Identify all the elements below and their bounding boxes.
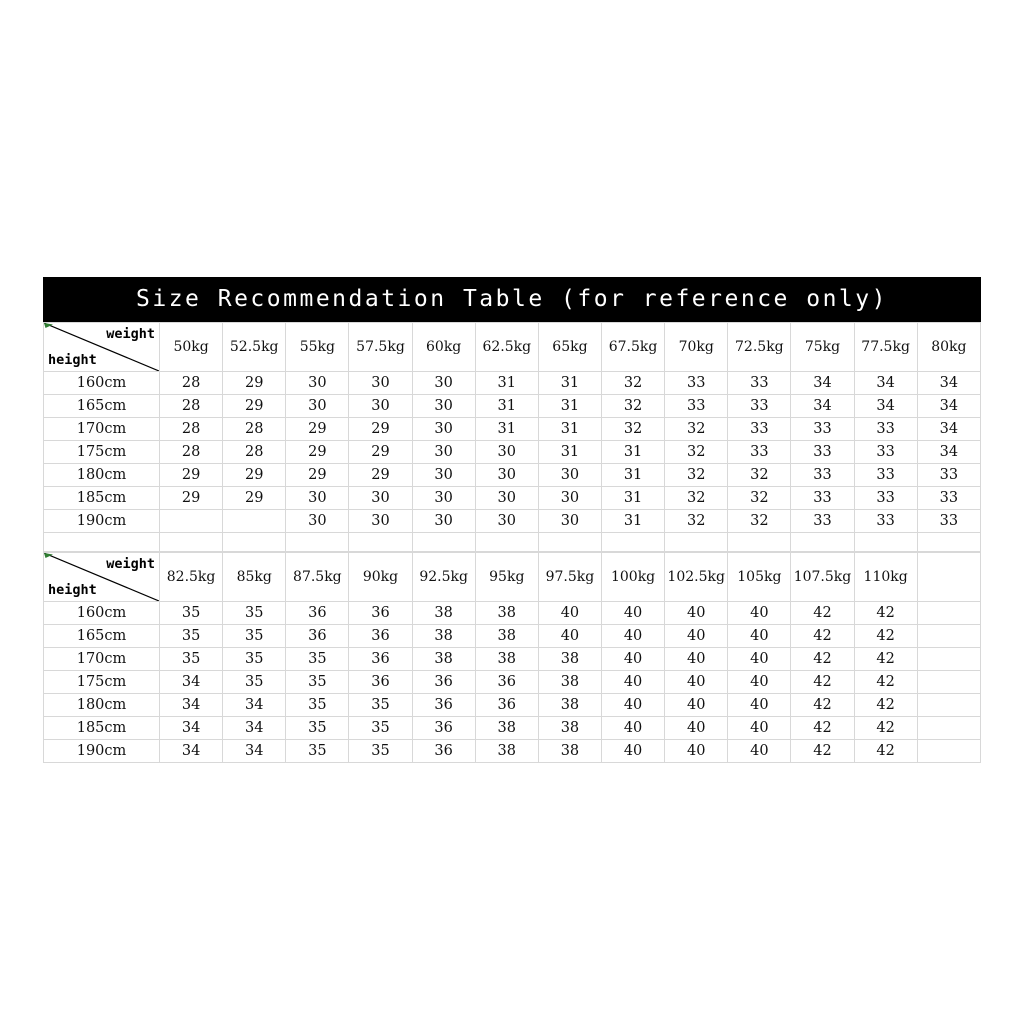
weight-axis-label-1: weight [106,326,155,342]
size-cell: 30 [538,487,601,510]
spacer-cell [601,533,664,552]
size-cell: 30 [538,510,601,533]
weight-header-cell: 80kg [917,323,980,372]
size-cell: 42 [791,717,854,740]
size-cell: 29 [286,441,349,464]
size-cell: 38 [475,648,538,671]
size-cell-empty [917,671,980,694]
weight-header-cell: 97.5kg [538,553,601,602]
size-cell: 31 [538,441,601,464]
size-cell: 31 [475,395,538,418]
size-cell: 38 [475,740,538,763]
weight-header-cell: 110kg [854,553,917,602]
size-cell: 42 [854,717,917,740]
size-cell: 42 [791,625,854,648]
size-cell: 42 [791,602,854,625]
size-cell: 40 [728,740,791,763]
size-cell: 34 [160,740,223,763]
size-cell: 35 [223,625,286,648]
size-cell: 35 [160,602,223,625]
size-cell: 30 [475,487,538,510]
size-cell: 30 [412,395,475,418]
size-cell: 32 [601,372,664,395]
size-cell: 35 [160,648,223,671]
height-axis-label-1: height [48,352,97,368]
size-cell: 42 [854,648,917,671]
size-cell-empty [917,602,980,625]
size-cell: 29 [349,464,412,487]
size-cell: 34 [160,671,223,694]
size-cell: 36 [412,740,475,763]
spacer-cell [160,533,223,552]
size-cell: 36 [286,602,349,625]
spacer-cell [44,533,160,552]
weight-axis-label-2: weight [106,556,155,572]
size-cell: 40 [665,671,728,694]
size-cell: 34 [917,441,980,464]
size-cell: 40 [728,694,791,717]
size-cell: 42 [854,625,917,648]
size-cell: 42 [854,671,917,694]
size-cell: 40 [665,740,728,763]
size-cell: 33 [854,487,917,510]
size-cell: 29 [223,464,286,487]
size-cell: 40 [601,625,664,648]
table-section-spacer [44,533,981,552]
weight-header-cell: 65kg [538,323,601,372]
weight-header-cell: 107.5kg [791,553,854,602]
size-cell: 33 [665,372,728,395]
size-cell: 38 [475,625,538,648]
size-cell: 31 [538,372,601,395]
spacer-cell [412,533,475,552]
size-cell: 35 [286,671,349,694]
table-header-row-2 [44,553,981,602]
size-cell: 40 [728,717,791,740]
size-cell: 36 [349,602,412,625]
size-cell: 33 [728,418,791,441]
size-cell: 33 [665,395,728,418]
size-cell: 29 [349,441,412,464]
table-row [44,464,981,487]
weight-header-cell: 90kg [349,553,412,602]
size-cell: 30 [412,418,475,441]
size-cell: 34 [854,395,917,418]
size-cell: 40 [601,648,664,671]
height-header-cell: 165cm [44,625,160,648]
size-cell: 28 [160,441,223,464]
table-row [44,648,981,671]
size-cell: 30 [349,510,412,533]
size-cell: 40 [728,625,791,648]
spacer-cell [349,533,412,552]
size-cell: 38 [538,740,601,763]
size-chart-container [43,277,981,763]
size-cell: 40 [601,602,664,625]
size-cell: 42 [791,694,854,717]
size-cell: 42 [791,648,854,671]
size-cell: 32 [665,510,728,533]
size-cell: 33 [728,372,791,395]
height-header-cell: 190cm [44,510,160,533]
weight-header-cell: 100kg [601,553,664,602]
size-cell: 33 [791,464,854,487]
size-cell-empty [917,648,980,671]
size-cell: 28 [160,418,223,441]
size-cell: 36 [412,671,475,694]
size-table-part1 [43,322,981,552]
size-cell: 31 [475,372,538,395]
size-cell: 30 [349,395,412,418]
size-cell-empty [917,625,980,648]
weight-header-cell: 75kg [791,323,854,372]
size-cell: 28 [160,395,223,418]
weight-header-cell: 72.5kg [728,323,791,372]
size-cell: 32 [665,418,728,441]
size-cell: 40 [728,602,791,625]
table-row [44,671,981,694]
size-cell: 30 [475,510,538,533]
size-cell: 40 [665,694,728,717]
size-cell: 34 [917,395,980,418]
size-cell: 42 [791,740,854,763]
height-header-cell: 175cm [44,441,160,464]
size-table-part1-body [44,323,981,552]
size-cell: 32 [601,395,664,418]
spacer-cell [665,533,728,552]
size-cell: 42 [854,740,917,763]
weight-header-cell: 85kg [223,553,286,602]
size-cell: 38 [538,648,601,671]
weight-header-cell: 70kg [665,323,728,372]
spacer-cell [475,533,538,552]
size-cell: 36 [349,648,412,671]
size-cell: 31 [601,510,664,533]
size-cell: 32 [601,418,664,441]
size-cell: 28 [223,418,286,441]
size-cell: 31 [475,418,538,441]
size-cell: 36 [412,717,475,740]
size-cell: 34 [917,372,980,395]
weight-header-cell: 67.5kg [601,323,664,372]
weight-header-cell: 62.5kg [475,323,538,372]
height-header-cell: 185cm [44,717,160,740]
size-cell: 31 [538,418,601,441]
weight-header-cell: 77.5kg [854,323,917,372]
size-cell: 33 [791,510,854,533]
size-cell: 34 [917,418,980,441]
size-cell: 28 [160,372,223,395]
size-cell: 35 [286,717,349,740]
size-cell: 33 [854,510,917,533]
size-cell: 40 [728,648,791,671]
spacer-cell [728,533,791,552]
size-cell: 28 [223,441,286,464]
size-cell: 32 [728,510,791,533]
table-row [44,625,981,648]
size-cell: 34 [160,694,223,717]
size-cell: 40 [601,740,664,763]
size-cell: 34 [223,717,286,740]
size-cell: 36 [475,694,538,717]
size-cell: 34 [223,740,286,763]
size-cell: 29 [349,418,412,441]
size-cell: 32 [665,464,728,487]
size-cell: 33 [854,441,917,464]
size-cell: 40 [601,717,664,740]
weight-header-cell: 55kg [286,323,349,372]
table-row [44,694,981,717]
size-cell: 42 [854,694,917,717]
height-axis-label-2: height [48,582,97,598]
size-cell: 40 [665,602,728,625]
table-row [44,740,981,763]
size-table-part2-body [44,553,981,763]
size-cell: 33 [728,441,791,464]
size-cell: 36 [412,694,475,717]
table-row [44,717,981,740]
size-cell: 34 [223,694,286,717]
size-cell: 33 [791,418,854,441]
size-cell: 29 [160,487,223,510]
size-cell: 40 [538,625,601,648]
size-cell: 33 [854,418,917,441]
size-cell: 29 [286,464,349,487]
size-cell: 30 [286,510,349,533]
size-cell: 30 [286,487,349,510]
table-header-row-1 [44,323,981,372]
size-cell: 30 [286,372,349,395]
size-cell: 30 [475,464,538,487]
height-header-cell: 185cm [44,487,160,510]
table-row [44,418,981,441]
size-cell: 29 [160,464,223,487]
size-cell: 42 [854,602,917,625]
spacer-cell [286,533,349,552]
height-header-cell: 170cm [44,418,160,441]
size-cell: 40 [538,602,601,625]
spacer-cell [223,533,286,552]
weight-header-cell-empty [917,553,980,602]
size-cell [223,510,286,533]
spacer-cell [854,533,917,552]
axis-corner-cell-2 [44,553,160,602]
size-cell: 32 [665,487,728,510]
size-cell: 30 [412,464,475,487]
size-cell: 35 [349,694,412,717]
size-table-part2 [43,552,981,763]
size-cell: 36 [349,625,412,648]
size-cell: 32 [728,487,791,510]
height-header-cell: 175cm [44,671,160,694]
page-title: Size Recommendation Table (for reference only) [43,277,981,322]
size-cell: 36 [475,671,538,694]
size-cell: 35 [349,717,412,740]
height-header-cell: 190cm [44,740,160,763]
table-row [44,441,981,464]
weight-header-cell: 87.5kg [286,553,349,602]
size-cell: 29 [223,487,286,510]
table-row [44,395,981,418]
size-cell: 30 [349,487,412,510]
weight-header-cell: 102.5kg [665,553,728,602]
size-cell-empty [917,717,980,740]
size-cell: 31 [601,464,664,487]
size-cell: 31 [538,395,601,418]
size-cell: 30 [538,464,601,487]
spacer-cell [538,533,601,552]
size-cell: 33 [917,464,980,487]
size-cell: 35 [286,694,349,717]
size-cell: 40 [601,671,664,694]
size-cell: 38 [475,717,538,740]
table-row [44,602,981,625]
size-cell: 40 [728,671,791,694]
weight-header-cell: 60kg [412,323,475,372]
size-cell: 31 [601,441,664,464]
size-cell: 29 [223,395,286,418]
spacer-cell [791,533,854,552]
height-header-cell: 165cm [44,395,160,418]
size-cell: 35 [160,625,223,648]
size-cell: 33 [854,464,917,487]
size-cell: 38 [475,602,538,625]
size-cell [160,510,223,533]
size-cell: 31 [601,487,664,510]
axis-corner-cell-1 [44,323,160,372]
size-cell: 32 [728,464,791,487]
weight-header-cell: 92.5kg [412,553,475,602]
size-cell: 29 [286,418,349,441]
size-cell: 34 [791,372,854,395]
size-cell: 30 [412,441,475,464]
weight-header-cell: 82.5kg [160,553,223,602]
size-cell: 35 [349,740,412,763]
weight-header-cell: 105kg [728,553,791,602]
size-cell: 32 [665,441,728,464]
size-cell: 36 [286,625,349,648]
table-row [44,510,981,533]
height-header-cell: 180cm [44,694,160,717]
size-cell: 38 [412,648,475,671]
size-cell: 35 [223,671,286,694]
size-cell: 34 [160,717,223,740]
size-cell: 30 [349,372,412,395]
size-cell: 33 [917,510,980,533]
size-cell: 38 [538,694,601,717]
size-cell: 30 [412,510,475,533]
size-cell: 30 [475,441,538,464]
height-header-cell: 180cm [44,464,160,487]
size-cell: 35 [286,648,349,671]
weight-header-cell: 95kg [475,553,538,602]
size-cell: 33 [728,395,791,418]
height-header-cell: 170cm [44,648,160,671]
size-cell: 38 [412,625,475,648]
size-cell: 38 [538,671,601,694]
size-cell-empty [917,694,980,717]
size-cell: 29 [223,372,286,395]
height-header-cell: 160cm [44,372,160,395]
size-cell: 33 [791,487,854,510]
size-cell: 35 [223,648,286,671]
weight-header-cell: 52.5kg [223,323,286,372]
size-cell: 36 [349,671,412,694]
height-header-cell: 160cm [44,602,160,625]
size-cell: 34 [854,372,917,395]
size-cell: 40 [601,694,664,717]
size-cell: 33 [917,487,980,510]
size-cell: 30 [412,487,475,510]
table-row [44,372,981,395]
size-cell: 30 [286,395,349,418]
size-cell: 40 [665,717,728,740]
size-cell: 40 [665,625,728,648]
size-cell: 38 [412,602,475,625]
size-cell-empty [917,740,980,763]
size-cell: 34 [791,395,854,418]
size-cell: 35 [223,602,286,625]
spacer-cell [917,533,980,552]
size-cell: 42 [791,671,854,694]
size-cell: 30 [412,372,475,395]
weight-header-cell: 57.5kg [349,323,412,372]
size-cell: 35 [286,740,349,763]
table-row [44,487,981,510]
size-cell: 38 [538,717,601,740]
size-cell: 40 [665,648,728,671]
weight-header-cell: 50kg [160,323,223,372]
size-cell: 33 [791,441,854,464]
